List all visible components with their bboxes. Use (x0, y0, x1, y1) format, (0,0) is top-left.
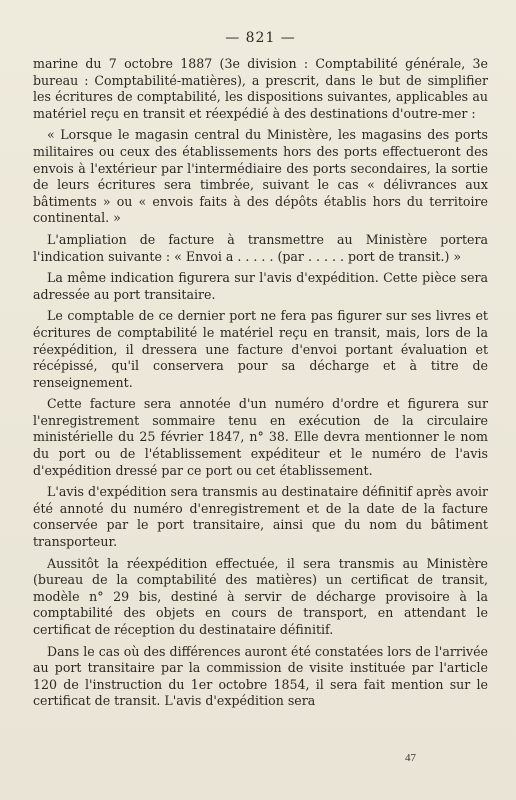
signature-mark: 47 (405, 752, 416, 764)
paragraph-differences: Dans le cas où des différences auront été constatées lors de l'arrivée au port transitaire par la commission de visite instituée par l'article 120 de l'instruction du 1er octobre 1854, il sera fait mention sur le certificat de transit. L'avis d'expédition sera (33, 643, 488, 709)
paragraph-reexpedition: Aussitôt la réexpédition effectuée, il sera transmis au Ministère (bureau de la comptabilité des matières) un certificat de transit, modèle n° 29 bis, destiné à servir de décharge provisoire à la comptabilité des objets en cours de transport, en attendant le certificat de réception du destinataire définitif. (33, 555, 488, 637)
paragraph-quote: « Lorsque le magasin central du Ministère, les magasins des ports militaires ou ceux des établissements hors des ports effectueront des envois à l'extérieur par l'intermédiaire des ports secondaires, la sortie de leurs écritures sera timbrée, suivant le cas « délivrances aux bâtiments » ou « envois faits à des dépôts établis hors du territoire continental. » (33, 127, 488, 226)
page-number: — 821 — (225, 30, 296, 46)
paragraph-ampliation: L'ampliation de facture à transmettre au Ministère portera l'indication suivante : « Envoi a . . . . . (par . . . . . port de transit.) » (33, 231, 488, 264)
paragraph-facture: Cette facture sera annotée d'un numéro d'ordre et figurera sur l'enregistrement sommaire tenu en exécution de la circulaire ministérielle du 25 février 1847, n° 38. Elle devra mentionner le nom du port ou de l'établissement expéditeur et le numéro de l'avis d'expédition dressé par ce port ou cet établissement. (33, 396, 488, 478)
paragraph-transmission: L'avis d'expédition sera transmis au destinataire définitif après avoir été annoté du numéro d'enregistrement et de la date de la facture conservée par le port transitaire, ainsi que du nom du bâtiment transporteur. (33, 484, 488, 550)
paragraph-comptable: Le comptable de ce dernier port ne fera pas figurer sur ses livres et écritures de comptabilité le matériel reçu en transit, mais, lors de la réexpédition, il dressera une facture d'envoi portant évaluation et récépissé, qu'il conservera pour sa décharge et à titre de renseignement. (33, 308, 488, 390)
paragraph-avis: La même indication figurera sur l'avis d'expédition. Cette pièce sera adressée au port transitaire. (33, 270, 488, 302)
paragraph-intro: marine du 7 octobre 1887 (3e division : Comptabilité générale, 3e bureau : Comptabilité-matières), a prescrit, dans le but de simplifier les écritures de comptabilité, les dispositions suivantes, applicables au matériel reçu en transit et réexpédié à des destinations d'outre-mer : (33, 56, 488, 121)
